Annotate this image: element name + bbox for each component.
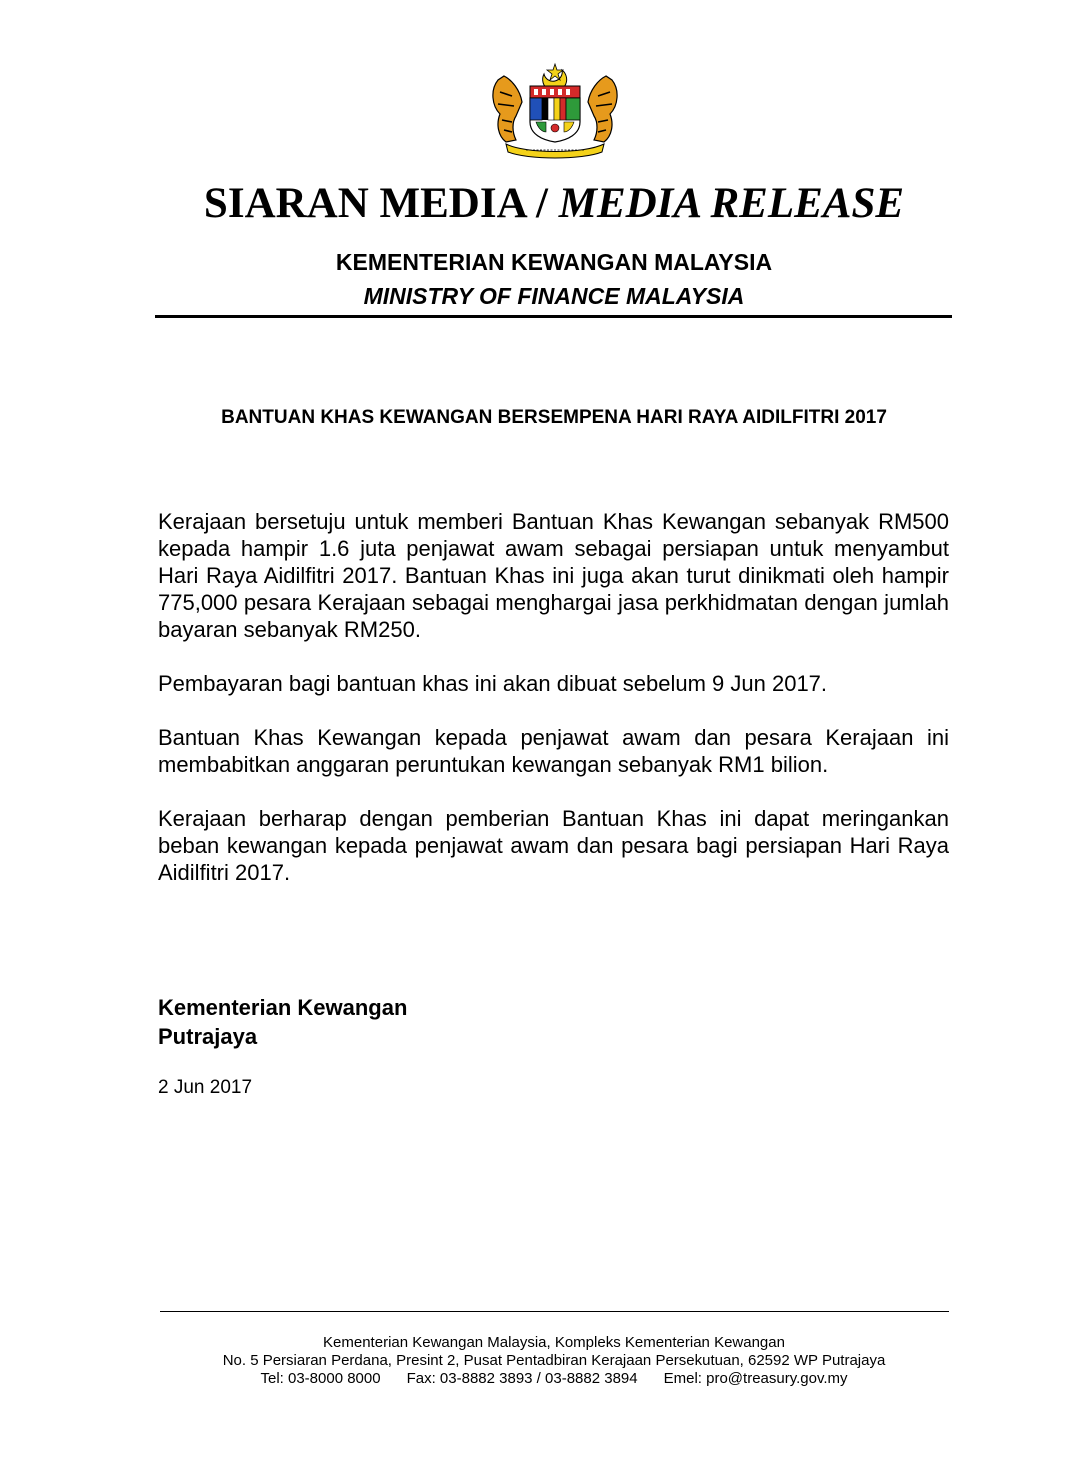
header-divider (155, 315, 952, 318)
body-paragraph: Kerajaan bersetuju untuk memberi Bantuan Khas Kewangan sebanyak RM500 kepada hampir 1.6 juta penjawat awam sebagai persiapan untuk menyambut Hari Raya Aidilfitri 2017. Bantuan Khas ini juga akan turut dinikmati oleh hampir 775,000 pesara Kerajaan sebagai menghargai jasa perkhidmatan dengan jumlah bayaran sebanyak RM250. (158, 509, 949, 642)
footer (0, 1334, 1080, 1388)
footer-address-line2: No. 5 Persiaran Perdana, Presint 2, Pusat Pentadbiran Kerajaan Persekutuan, 62592 WP Putrajaya (222, 1352, 886, 1369)
left-tiger (493, 76, 522, 142)
footer-telephone: Tel: 03-8000 8000 (260, 1370, 381, 1387)
body-paragraph: Bantuan Khas Kewangan kepada penjawat awam dan pesara Kerajaan ini membabitkan anggaran peruntukan kewangan sebanyak RM1 bilion. (158, 725, 949, 777)
body-paragraph: Kerajaan berharap dengan pemberian Bantuan Khas ini dapat meringankan beban kewangan kepada penjawat awam dan pesara bagi persiapan Hari Raya Aidilfitri 2017. (158, 806, 949, 885)
release-date: 2 Jun 2017 (158, 1077, 253, 1098)
footer-divider (160, 1311, 949, 1312)
release-body (158, 508, 949, 886)
ministry-name-malay: KEMENTERIAN KEWANGAN MALAYSIA (335, 249, 773, 275)
title-english: MEDIA RELEASE (558, 180, 905, 227)
coat-of-arms-logo (486, 62, 624, 162)
right-tiger (588, 76, 617, 142)
footer-address-line1: Kementerian Kewangan Malaysia, Kompleks Kementerian Kewangan (323, 1334, 785, 1351)
signoff-organisation: Kementerian Kewangan (158, 995, 408, 1020)
motto-scroll (506, 144, 604, 158)
page-title (0, 178, 1080, 230)
title-malay: SIARAN MEDIA / (203, 180, 548, 227)
footer-email: Emel: pro@treasury.gov.my (663, 1370, 848, 1387)
signoff-city: Putrajaya (158, 1024, 258, 1049)
footer-contact (0, 1370, 1080, 1388)
ministry-name-english: MINISTRY OF FINANCE MALAYSIA (363, 283, 745, 309)
signoff-block (158, 993, 407, 1051)
body-paragraph: Pembayaran bagi bantuan khas ini akan dibuat sebelum 9 Jun 2017. (158, 671, 828, 696)
release-headline: BANTUAN KHAS KEWANGAN BERSEMPENA HARI RAYA AIDILFITRI 2017 (221, 407, 887, 428)
footer-fax: Fax: 03-8882 3893 / 03-8882 3894 (406, 1370, 638, 1387)
